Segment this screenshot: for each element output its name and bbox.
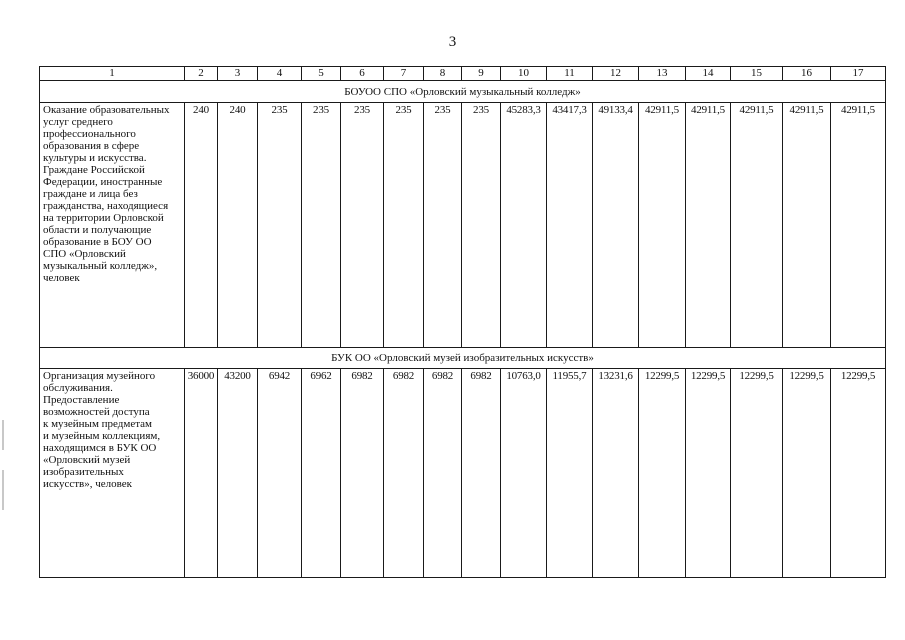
scan-edge-mark — [2, 420, 4, 450]
table-cell: 13231,6 — [593, 369, 639, 578]
table-row — [40, 369, 886, 578]
row-description: Оказание образовательных услуг среднего профессионального образования в сфере культуры и искусства. Граждане Российской Федерации, иностранные граждане и лица без гражданства, находящиеся на территории Орловской области и получающие образование в БОУ ОО СПО «Орловский музыкальный колледж», человек — [40, 102, 185, 347]
table-cell: 6982 — [462, 369, 501, 578]
column-header: 12 — [593, 67, 639, 81]
data-table — [39, 66, 886, 578]
column-header: 11 — [547, 67, 593, 81]
table-cell: 240 — [185, 102, 218, 347]
table-cell: 6982 — [341, 369, 384, 578]
table-cell: 43200 — [218, 369, 258, 578]
column-header: 16 — [783, 67, 831, 81]
column-header: 8 — [424, 67, 462, 81]
table-cell: 6982 — [384, 369, 424, 578]
table-cell: 235 — [302, 102, 341, 347]
table-cell: 12299,5 — [686, 369, 731, 578]
page-number: 3 — [448, 34, 457, 50]
table-cell: 235 — [424, 102, 462, 347]
column-header: 5 — [302, 67, 341, 81]
table-cell: 12299,5 — [783, 369, 831, 578]
table-cell: 36000 — [185, 369, 218, 578]
table-cell: 235 — [462, 102, 501, 347]
table-row — [40, 102, 886, 347]
table-cell: 42911,5 — [831, 102, 886, 347]
scan-edge-mark — [2, 470, 4, 510]
column-header: 7 — [384, 67, 424, 81]
table-cell: 6982 — [424, 369, 462, 578]
column-header: 9 — [462, 67, 501, 81]
column-header: 4 — [258, 67, 302, 81]
row-description: Организация музейного обслуживания. Предоставление возможностей доступа к музейным предметам и музейным коллекциям, находящимся в БУК ОО «Орловский музей изобразительных искусств», человек — [40, 369, 185, 578]
column-header: 1 — [40, 67, 185, 81]
column-number-row — [40, 67, 886, 81]
section-title-row — [40, 348, 886, 369]
column-header: 14 — [686, 67, 731, 81]
section-title-row — [40, 81, 886, 102]
table-cell: 240 — [218, 102, 258, 347]
section-title: БУК ОО «Орловский музей изобразительных искусств» — [40, 348, 886, 369]
table-cell: 6962 — [302, 369, 341, 578]
column-header: 3 — [218, 67, 258, 81]
column-header: 2 — [185, 67, 218, 81]
column-header: 15 — [731, 67, 783, 81]
table-cell: 12299,5 — [731, 369, 783, 578]
table-cell: 12299,5 — [639, 369, 686, 578]
table-cell: 12299,5 — [831, 369, 886, 578]
column-header: 6 — [341, 67, 384, 81]
column-header: 17 — [831, 67, 886, 81]
table-cell: 43417,3 — [547, 102, 593, 347]
table-cell: 11955,7 — [547, 369, 593, 578]
table-cell: 45283,3 — [501, 102, 547, 347]
table-cell: 42911,5 — [639, 102, 686, 347]
column-header: 10 — [501, 67, 547, 81]
column-header: 13 — [639, 67, 686, 81]
table-cell: 42911,5 — [686, 102, 731, 347]
table-cell: 235 — [258, 102, 302, 347]
table-cell: 235 — [341, 102, 384, 347]
table-cell: 49133,4 — [593, 102, 639, 347]
table-cell: 235 — [384, 102, 424, 347]
table-cell: 42911,5 — [731, 102, 783, 347]
table-cell: 6942 — [258, 369, 302, 578]
section-title: БОУОО СПО «Орловский музыкальный колледж» — [40, 81, 886, 102]
table-cell: 10763,0 — [501, 369, 547, 578]
table-cell: 42911,5 — [783, 102, 831, 347]
